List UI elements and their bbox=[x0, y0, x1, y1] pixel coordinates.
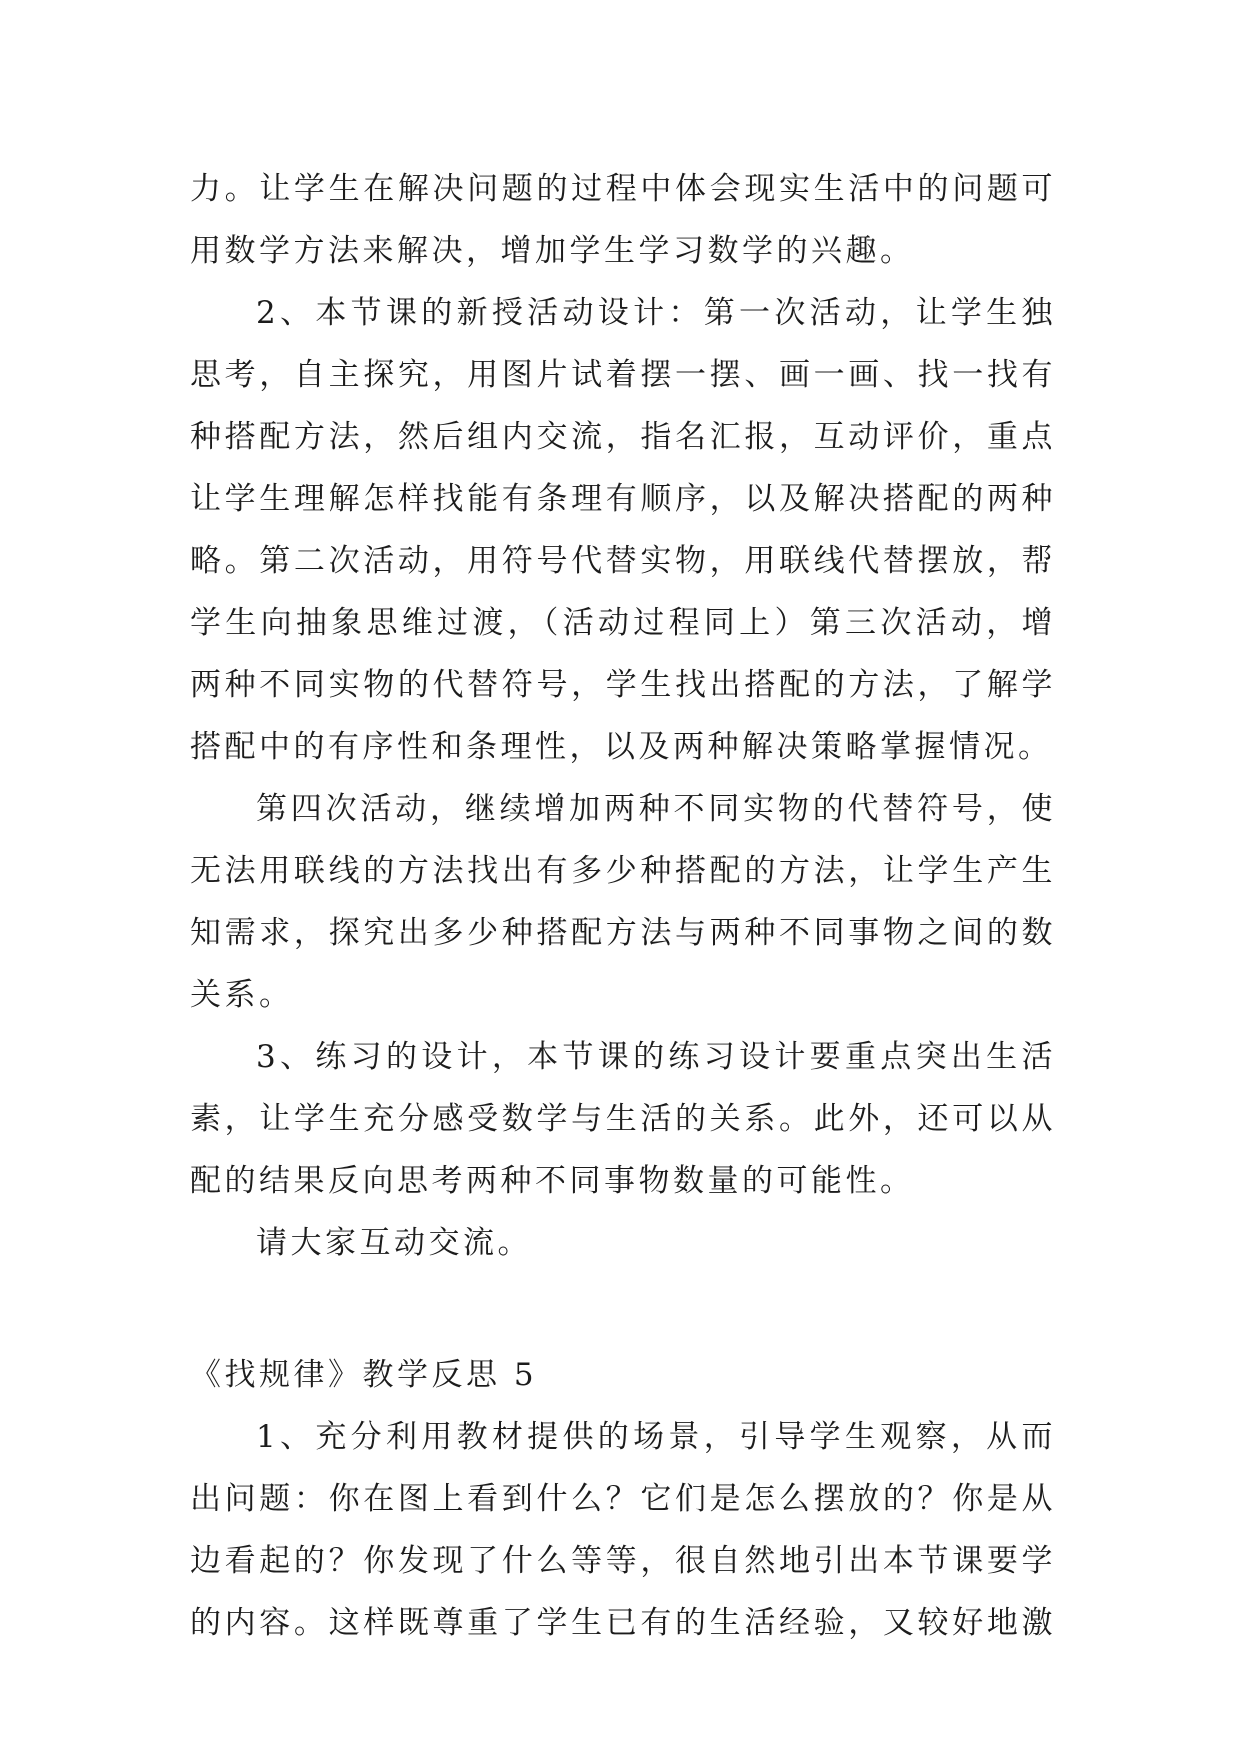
text-line: 学生向抽象思维过渡，（活动过程同上）第三次活动，增 bbox=[190, 605, 1056, 641]
paragraph-exercise-design bbox=[190, 1026, 1056, 1212]
paragraph-fourth-activity bbox=[190, 778, 1056, 1026]
text-line: 搭配中的有序性和条理性，以及两种解决策略掌握情况。 bbox=[190, 729, 1053, 765]
text-line: 让学生理解怎样找能有条理有顺序，以及解决搭配的两种 bbox=[190, 481, 1056, 517]
text-line: 配的结果反向思考两种不同事物数量的可能性。 bbox=[190, 1163, 915, 1199]
paragraph-reflection-5 bbox=[190, 1406, 1056, 1654]
text-line: 1、充分利用教材提供的场景，引导学生观察，从而 bbox=[256, 1419, 1056, 1455]
text-line: 边看起的？你发现了什么等等，很自然地引出本节课要学 bbox=[190, 1543, 1056, 1579]
text-line: 关系。 bbox=[190, 977, 294, 1013]
text-line: 思考，自主探究，用图片试着摆一摆、画一画、找一找有 bbox=[190, 357, 1056, 393]
text-line: 素，让学生充分感受数学与生活的关系。此外，还可以从 bbox=[190, 1101, 1056, 1137]
text-line: 两种不同实物的代替符号，学生找出搭配的方法，了解学 bbox=[190, 667, 1056, 703]
document-body bbox=[190, 158, 1056, 1654]
text-line: 用数学方法来解决，增加学生学习数学的兴趣。 bbox=[190, 233, 915, 269]
text-line: 出问题：你在图上看到什么？它们是怎么摆放的？你是从 bbox=[190, 1481, 1056, 1517]
text-line: 无法用联线的方法找出有多少种搭配的方法，让学生产生 bbox=[190, 853, 1056, 889]
paragraph-closing bbox=[190, 1212, 1056, 1274]
text-line: 略。第二次活动，用符号代替实物，用联线代替摆放，帮 bbox=[190, 543, 1056, 579]
text-line: 请大家互动交流。 bbox=[256, 1225, 532, 1261]
blank-line bbox=[190, 1274, 1056, 1336]
text-line: 力。让学生在解决问题的过程中体会现实生活中的问题可 bbox=[190, 171, 1056, 207]
text-line: 种搭配方法，然后组内交流，指名汇报，互动评价，重点 bbox=[190, 419, 1056, 455]
paragraph-intro-continuation bbox=[190, 158, 1056, 282]
text-line: 2、本节课的新授活动设计：第一次活动，让学生独 bbox=[256, 295, 1056, 331]
text-line: 的内容。这样既尊重了学生已有的生活经验，又较好地激 bbox=[190, 1605, 1056, 1641]
text-line: 知需求，探究出多少种搭配方法与两种不同事物之间的数 bbox=[190, 915, 1056, 951]
section-heading: 《找规律》教学反思 5 bbox=[190, 1357, 538, 1393]
paragraph-activity-design bbox=[190, 282, 1056, 778]
text-line: 3、练习的设计，本节课的练习设计要重点突出生活 bbox=[256, 1039, 1056, 1075]
text-line: 第四次活动，继续增加两种不同实物的代替符号，使 bbox=[256, 791, 1056, 827]
